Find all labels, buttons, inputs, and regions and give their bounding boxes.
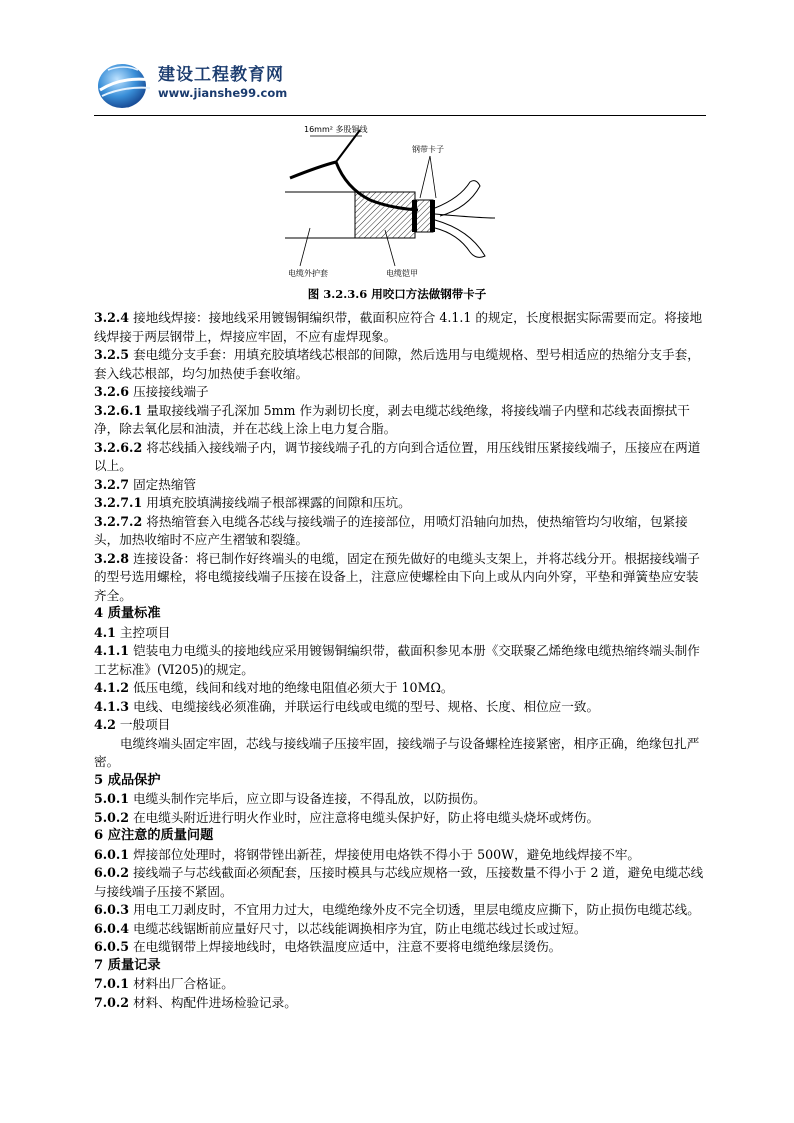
paragraph [94, 513, 704, 550]
document-body [94, 309, 704, 1012]
paragraph [94, 809, 704, 828]
clause-text: 低压电缆，线间和线对地的绝缘电阻值必须大于 10MΩ。 [129, 680, 454, 695]
core-upper [435, 181, 480, 216]
clause-text: 一般项目 [115, 717, 171, 732]
clause-number: 6.0.3 [94, 902, 130, 917]
clause-number: 4.1.1 [94, 643, 130, 658]
clause-text: 电缆头制作完毕后，应立即与设备连接，不得乱放，以防损伤。 [129, 791, 486, 806]
clause-text: 材料、构配件进场检验记录。 [129, 994, 297, 1010]
paragraph [94, 994, 704, 1013]
clause-text: 用填充胶填满接线端子根部裸露的间隙和压坑。 [142, 495, 411, 510]
clause-number: 4.1.3 [94, 698, 130, 714]
paragraph [94, 938, 704, 957]
clause-text: 在电缆钢带上焊接地线时，电烙铁温度应适中，注意不要将电缆绝缘层烫伤。 [129, 939, 562, 954]
clause-text: 质量标准 [103, 606, 161, 621]
paragraph [94, 346, 704, 383]
figure-caption: 图 3.2.3.6 用咬口方法做钢带卡子 [307, 287, 487, 301]
clause-number: 5 [94, 772, 104, 788]
clause-text: 电缆终端头固定牢固，芯线与接线端子压接牢固，接线端子与设备螺栓连接紧密，相序正确，绝缘包扎严密。 [94, 735, 700, 769]
clause-number: 4.2 [94, 717, 116, 732]
clause-number: 5.0.2 [94, 809, 130, 825]
clause-text: 在电缆头附近进行明火作业时，应注意将电缆头保护好，防止将电缆头烧坏或烤伤。 [129, 809, 600, 825]
clamp-right [430, 200, 435, 232]
paragraph [94, 790, 704, 809]
page-header [94, 52, 706, 114]
clause-number: 3.2.6.1 [94, 402, 143, 418]
clause-number: 3.2.7.2 [94, 513, 143, 529]
clause-text: 接线端子与芯线截面必须配套，压接时模具与芯线应规格一致，压接数量不得小于 2 道，避免电缆芯线与接线端子压接不紧固。 [94, 865, 704, 899]
label-cable: 16mm² 多股铜线 [304, 125, 368, 134]
section-heading [94, 605, 704, 624]
paragraph [94, 920, 704, 939]
paragraph [94, 383, 704, 402]
paragraph [94, 679, 704, 698]
clause-number: 4 [94, 606, 104, 621]
clause-text: 成品保护 [103, 772, 161, 788]
clause-text: 铠装电力电缆头的接地线应采用镀锡铜编织带，截面积参见本册《交联聚乙烯绝缘电缆热缩终端头制作工艺标准》(Ⅵ205)的规定。 [94, 643, 700, 677]
clause-text: 电缆芯线锯断前应量好尺寸，以芯线能调换相序为宜，防止电缆芯线过长或过短。 [129, 920, 587, 936]
clause-number: 3.2.7.1 [94, 495, 143, 510]
clause-text: 连接设备：将已制作好终端头的电缆，固定在预先做好的电缆头支架上，并将芯线分开。根据接线端子的型号选用螺栓，将电缆接线端子压接在设备上，注意应使螺栓由下向上或从内向外穿，平垫和弹簧垫应安装齐全。 [94, 550, 700, 603]
clause-text: 量取接线端子孔深加 5mm 作为剥切长度，剥去电缆芯线绝缘，将接线端子内壁和芯线表面擦拭干净，除去氧化层和油渍，并在芯线上涂上电力复合脂。 [94, 402, 690, 436]
clause-text: 材料出厂合格证。 [129, 976, 234, 991]
section-heading [94, 827, 704, 846]
clause-text: 焊接部位处理时，将钢带锉出新茬，焊接使用电烙铁不得小于 500W，避免地线焊接不牢。 [129, 846, 641, 862]
clause-number: 4.1.2 [94, 680, 130, 695]
clause-number: 3.2.4 [94, 310, 130, 325]
clause-text: 电线、电缆接线必须准确，并联运行电线或电缆的型号、规格、长度、相位应一致。 [129, 698, 600, 714]
clause-number: 6.0.4 [94, 920, 130, 936]
clause-text: 套电缆分支手套：用填充胶填堵线芯根部的间隙，然后选用与电缆规格、型号相适应的热缩分支手套，套入线芯根部，均匀加热使手套收缩。 [94, 347, 700, 381]
clause-text: 主控项目 [115, 624, 171, 640]
clause-text: 应注意的质量问题 [103, 828, 214, 843]
paragraph [94, 698, 704, 717]
clause-text: 用电工刀剥皮时，不宜用力过大，电缆绝缘外皮不完全切透，里层电缆皮应撕下，防止损伤电缆芯线。 [129, 902, 700, 917]
section-heading [94, 957, 704, 976]
clause-number: 5.0.1 [94, 791, 130, 806]
paragraph [94, 476, 704, 495]
clause-number: 6.0.5 [94, 939, 130, 954]
paragraph [94, 642, 704, 679]
paragraph [94, 550, 704, 606]
clause-text: 固定热缩管 [129, 476, 197, 492]
paragraph [94, 402, 704, 439]
clause-number: 3.2.6 [94, 384, 130, 399]
clause-text: 将热缩管套入电缆各芯线与接线端子的连接部位，用喷灯沿轴向加热，使热缩管均匀收缩，包紧接头，加热收缩时不应产生褶皱和裂缝。 [94, 513, 688, 547]
clause-number: 7 [94, 957, 104, 973]
paragraph [94, 846, 704, 865]
clause-number: 7.0.1 [94, 976, 130, 991]
section-heading [94, 772, 704, 791]
paragraph [94, 494, 704, 513]
clause-number: 3.2.6.2 [94, 439, 143, 455]
logo-url: www.jianshe99.com [158, 86, 288, 100]
cable-clamp-figure [280, 118, 530, 283]
clause-text: 压接接线端子 [129, 384, 209, 399]
paragraph [94, 864, 704, 901]
clause-number: 7.0.2 [94, 994, 130, 1010]
logo-title: 建设工程教育网 [158, 65, 284, 85]
paragraph [94, 735, 704, 772]
globe-logo-icon [94, 56, 158, 112]
core-lower [435, 220, 485, 257]
clause-number: 6.0.1 [94, 846, 130, 862]
clause-number: 3.2.7 [94, 476, 130, 492]
clause-number: 6.0.2 [94, 865, 130, 880]
clause-text: 将芯线插入接线端子内，调节接线端子孔的方向到合适位置，用压线钳压紧接线端子，压接应在两道以上。 [94, 439, 701, 473]
clause-text: 接地线焊接：接地线采用镀锡铜编织带，截面积应符合 4.1.1 的规定，长度根据实际需要而定。将接地线焊接于两层钢带上，焊接应牢固，不应有虚焊现象。 [94, 310, 703, 344]
label-sheath: 电缆外护套 [288, 269, 328, 278]
header-divider [94, 115, 706, 116]
label-armor: 电缆铠甲 [386, 269, 418, 278]
label-clamp: 钢带卡子 [412, 145, 444, 154]
clause-number: 3.2.8 [94, 550, 130, 566]
clause-number: 4.1 [94, 624, 116, 640]
paragraph [94, 901, 704, 920]
paragraph [94, 309, 704, 346]
paragraph [94, 716, 704, 735]
clause-number: 3.2.5 [94, 347, 130, 362]
paragraph [94, 975, 704, 994]
clause-text: 质量记录 [103, 957, 161, 973]
clause-number: 6 [94, 828, 104, 843]
clamp-left [412, 200, 417, 232]
paragraph [94, 624, 704, 643]
paragraph [94, 439, 704, 476]
